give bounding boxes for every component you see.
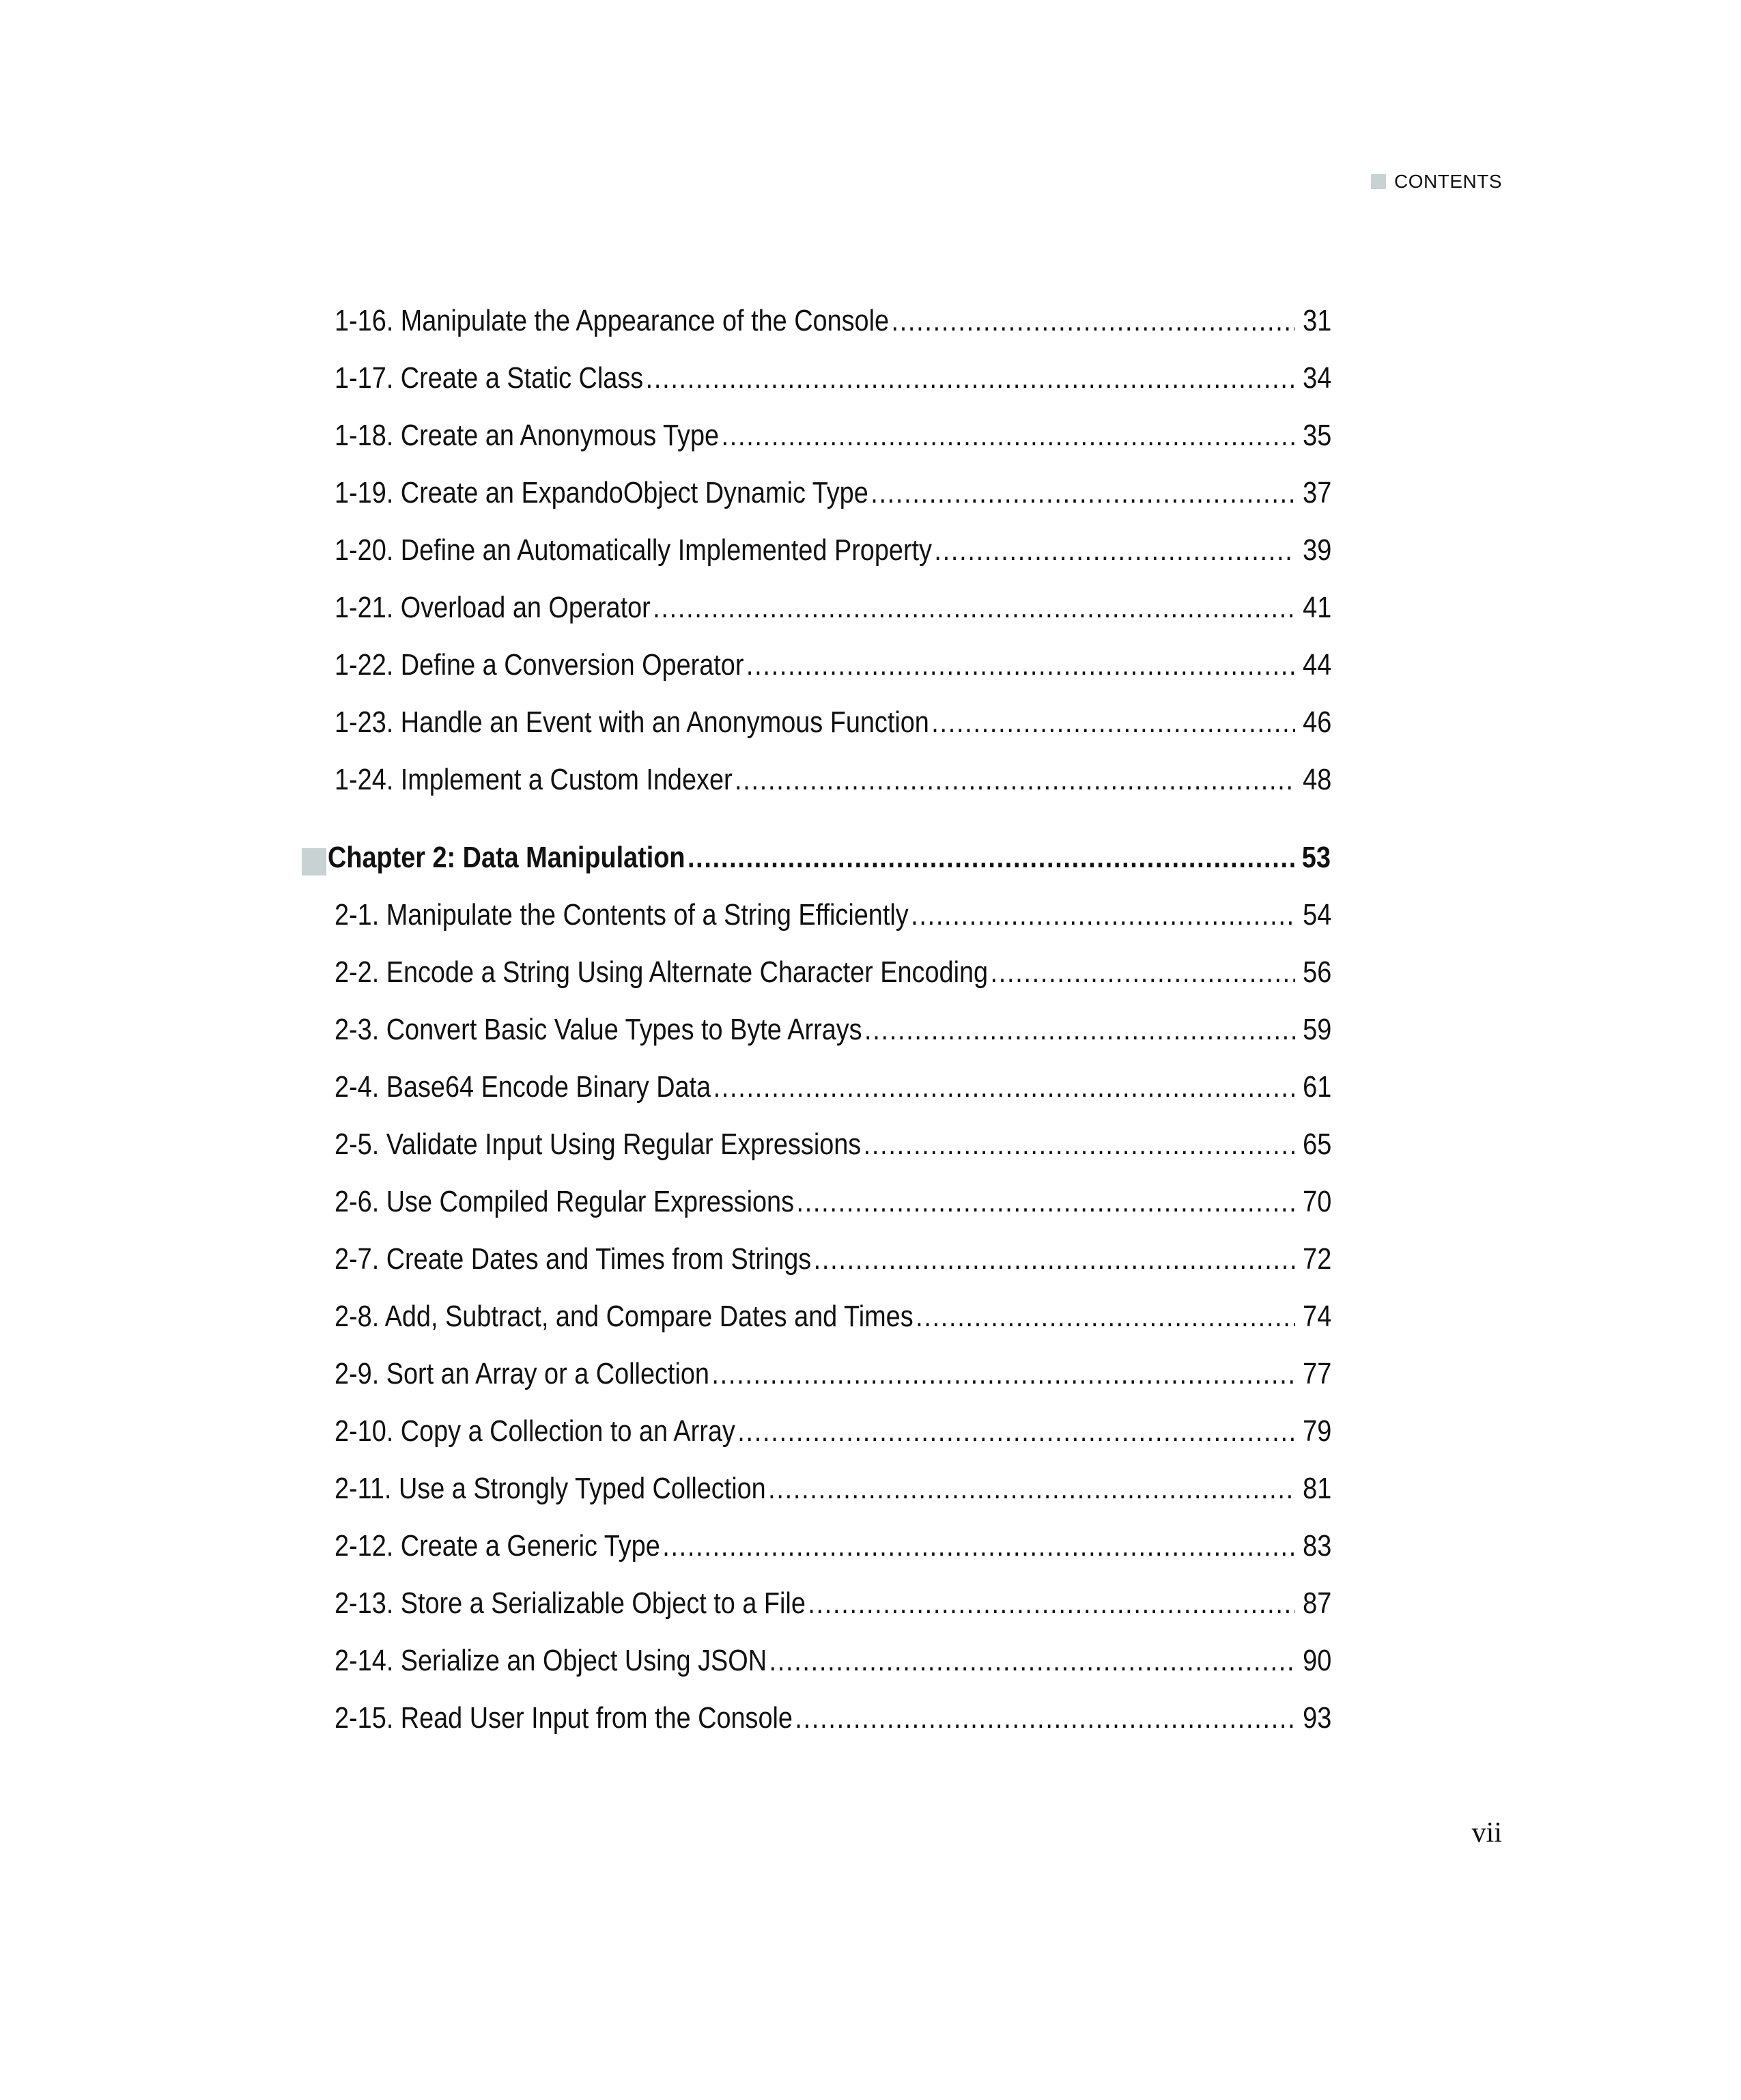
toc-chapter-heading[interactable] (328, 837, 1331, 878)
toc-entry-label: 2-14. Serialize an Object Using JSON (335, 1644, 767, 1677)
toc-entry-page: 93 (1303, 1701, 1332, 1735)
running-head-label: CONTENTS (1394, 171, 1502, 192)
toc-entry-page: 39 (1303, 533, 1332, 567)
dot-leader (713, 1067, 1295, 1108)
dot-leader (768, 1468, 1295, 1509)
toc-entry-page: 56 (1303, 955, 1332, 989)
toc-entry[interactable] (335, 702, 1331, 743)
toc-entry-label: 1-22. Define a Conversion Operator (335, 648, 744, 682)
toc-entry-label: 2-12. Create a Generic Type (335, 1529, 660, 1563)
toc-entry-label: 1-20. Define an Automatically Implemented Property (335, 533, 932, 567)
toc-entry-page: 54 (1303, 898, 1332, 932)
toc-entry[interactable] (335, 1181, 1331, 1222)
dot-leader (746, 645, 1295, 686)
dot-leader (891, 300, 1294, 341)
toc-entry-label: 1-18. Create an Anonymous Type (335, 419, 720, 452)
dot-leader (735, 759, 1295, 800)
dot-leader (931, 702, 1295, 743)
toc-entry[interactable] (335, 473, 1331, 514)
dot-leader (911, 895, 1295, 936)
toc-entry[interactable] (335, 587, 1331, 628)
dot-leader (769, 1640, 1294, 1681)
toc-entry-page: 61 (1303, 1070, 1332, 1104)
toc-entry-page: 31 (1303, 304, 1332, 337)
toc-entry-page: 34 (1303, 361, 1332, 395)
toc-entry[interactable] (335, 1468, 1331, 1509)
toc-entry[interactable] (335, 1526, 1331, 1567)
toc-entry-page: 72 (1303, 1242, 1332, 1276)
toc-entry-label: 2-7. Create Dates and Times from Strings (335, 1242, 812, 1276)
toc-entry-page: 79 (1303, 1414, 1332, 1448)
toc-entry[interactable] (335, 1698, 1331, 1739)
dot-leader (870, 473, 1295, 514)
dot-leader (653, 587, 1295, 628)
dot-leader (662, 1526, 1295, 1567)
dot-leader (721, 415, 1294, 456)
toc-entry-label: 2-6. Use Compiled Regular Expressions (335, 1185, 795, 1218)
running-head (1379, 171, 1502, 193)
dot-leader (737, 1411, 1295, 1452)
toc-entry[interactable] (335, 952, 1331, 993)
dot-leader (711, 1354, 1295, 1395)
running-head-square-icon (1371, 174, 1386, 189)
toc-entry-page: 44 (1303, 648, 1332, 682)
toc-entry-label: 1-19. Create an ExpandoObject Dynamic Type (335, 476, 868, 509)
dot-leader (991, 952, 1295, 993)
toc-entry[interactable] (335, 1009, 1331, 1050)
toc-entry[interactable] (335, 759, 1331, 800)
toc-entry[interactable] (335, 1239, 1331, 1280)
toc-entry-page: 59 (1303, 1013, 1332, 1046)
dot-leader (864, 1124, 1295, 1165)
toc-entry-page: 81 (1303, 1472, 1332, 1505)
toc-entry[interactable] (335, 1067, 1331, 1108)
toc-entry-label: 1-17. Create a Static Class (335, 361, 644, 395)
toc-entry[interactable] (335, 530, 1331, 571)
toc-entry-page: 35 (1303, 419, 1332, 452)
chapter-page: 53 (1301, 841, 1331, 874)
toc-entry[interactable] (335, 1296, 1331, 1337)
toc-entry-page: 77 (1303, 1357, 1332, 1390)
toc-entry-page: 41 (1303, 591, 1332, 624)
toc-entry-page: 90 (1303, 1644, 1332, 1677)
dot-leader (795, 1698, 1295, 1739)
dot-leader (646, 358, 1295, 399)
toc-entry-label: 2-11. Use a Strongly Typed Collection (335, 1472, 766, 1505)
toc-entry-page: 70 (1303, 1185, 1332, 1218)
toc-entry-label: 2-2. Encode a String Using Alternate Character Encoding (335, 955, 989, 989)
toc-entry-label: 1-16. Manipulate the Appearance of the Console (335, 304, 890, 337)
toc-entry-page: 83 (1303, 1529, 1332, 1563)
toc-entry[interactable] (335, 358, 1331, 399)
toc-entry-label: 2-3. Convert Basic Value Types to Byte Arrays (335, 1013, 862, 1046)
dot-leader (934, 530, 1295, 571)
toc-entry-label: 1-24. Implement a Custom Indexer (335, 763, 733, 796)
chapter-square-icon (302, 848, 326, 876)
toc-entry-label: 2-5. Validate Input Using Regular Expressions (335, 1128, 862, 1161)
toc-entry-page: 46 (1303, 705, 1332, 739)
toc-entry[interactable] (335, 415, 1331, 456)
toc-entry[interactable] (335, 1640, 1331, 1681)
chapter-title: Chapter 2: Data Manipulation (328, 841, 685, 874)
toc-entry-label: 1-21. Overload an Operator (335, 591, 651, 624)
toc-entry-page: 74 (1303, 1300, 1332, 1333)
toc-entry[interactable] (335, 300, 1331, 341)
toc-entry[interactable] (335, 1354, 1331, 1395)
dot-leader (864, 1009, 1295, 1050)
toc-entry-label: 1-23. Handle an Event with an Anonymous Function (335, 705, 929, 739)
page-number: vii (1471, 1817, 1502, 1849)
toc-entry-label: 2-1. Manipulate the Contents of a String Efficiently (335, 898, 909, 932)
dot-leader (814, 1239, 1295, 1280)
toc-entry[interactable] (335, 1411, 1331, 1452)
dot-leader (808, 1583, 1295, 1624)
toc-entry-label: 2-4. Base64 Encode Binary Data (335, 1070, 711, 1104)
toc-entry-page: 65 (1303, 1128, 1332, 1161)
toc-entry-label: 2-10. Copy a Collection to an Array (335, 1414, 735, 1448)
toc-entry-label: 2-9. Sort an Array or a Collection (335, 1357, 709, 1390)
toc-entry-page: 48 (1303, 763, 1332, 796)
toc-entry[interactable] (335, 645, 1331, 686)
toc-entry-label: 2-13. Store a Serializable Object to a File (335, 1586, 806, 1620)
toc-entry-label: 2-8. Add, Subtract, and Compare Dates and Times (335, 1300, 914, 1333)
toc-entry[interactable] (335, 895, 1331, 936)
toc-entry[interactable] (335, 1583, 1331, 1624)
dot-leader (916, 1296, 1295, 1337)
toc-entry-label: 2-15. Read User Input from the Console (335, 1701, 793, 1735)
dot-leader (796, 1181, 1295, 1222)
dot-leader (688, 837, 1294, 878)
toc-entry[interactable] (335, 1124, 1331, 1165)
toc-entry-page: 87 (1303, 1586, 1332, 1620)
toc-entry-page: 37 (1303, 476, 1332, 509)
